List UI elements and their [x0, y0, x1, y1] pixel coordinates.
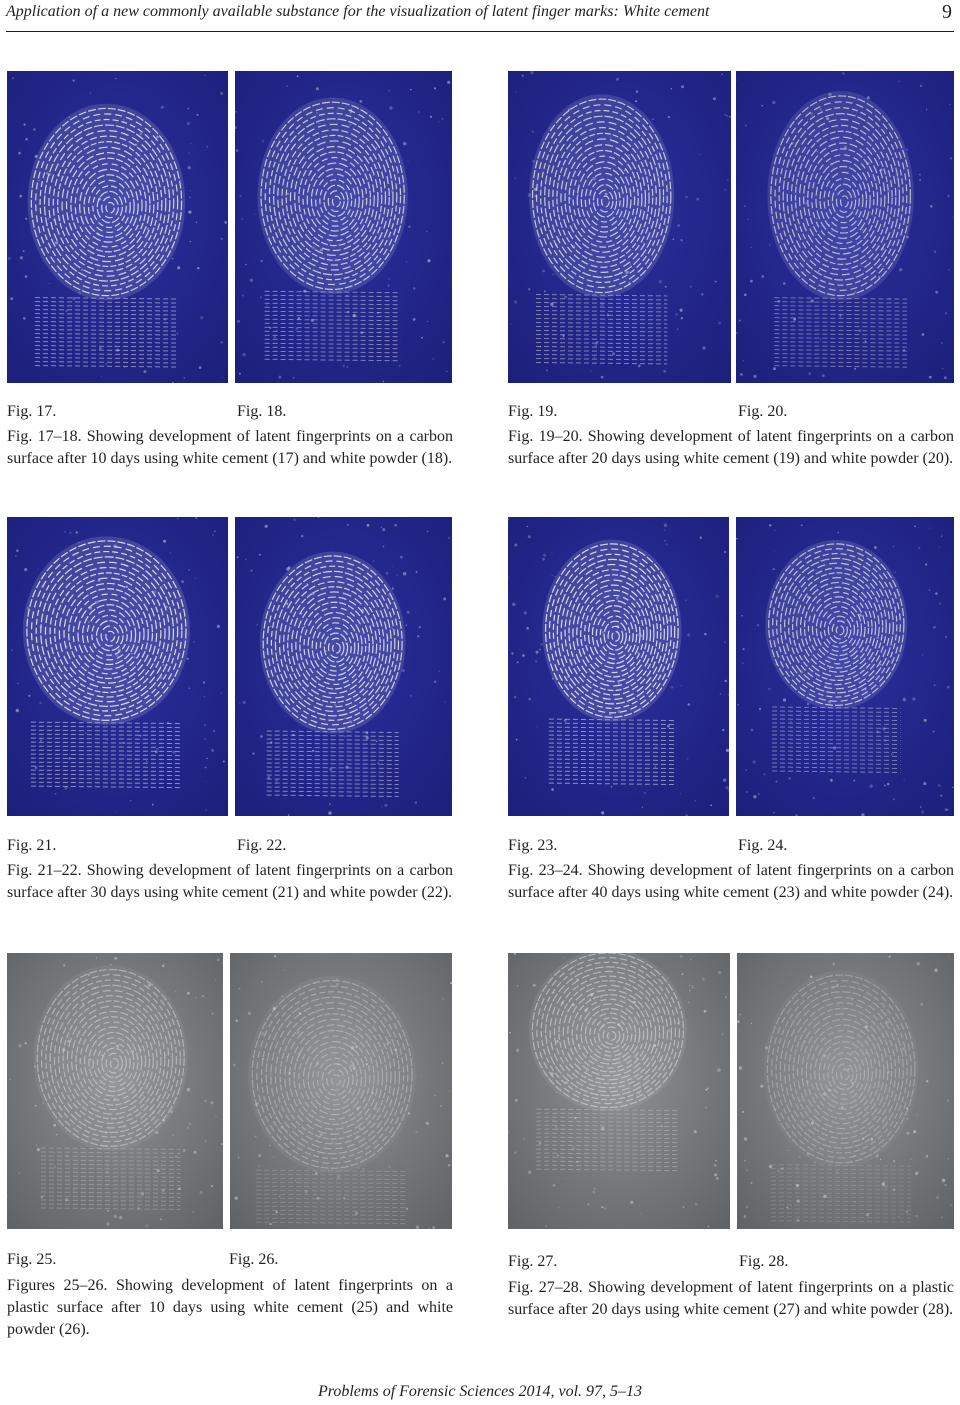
caption-fig21-22: Fig. 21–22. Showing development of latent fingerprints on a carbon surface after 30 days using white cement (21) and white powder (22). — [7, 862, 453, 901]
figure-label-20: Fig. 20. — [738, 403, 788, 420]
figure-label-19: Fig. 19. — [508, 403, 558, 420]
figure-label-22: Fig. 22. — [237, 837, 287, 854]
fingerprint-photo-svg — [235, 517, 452, 816]
fingerprint-photo-svg — [7, 517, 228, 816]
header-divider — [6, 31, 954, 32]
fingerprint-photo-fig28 — [737, 953, 954, 1229]
fingerprint-photo-fig19 — [508, 71, 731, 383]
figure-label-24: Fig. 24. — [738, 837, 788, 854]
fingerprint-photo-svg — [235, 71, 452, 383]
fingerprint-photo-svg — [7, 71, 228, 383]
fingerprint-photo-svg — [508, 517, 729, 816]
fingerprint-photo-svg — [736, 71, 954, 383]
fingerprint-photo-fig23 — [508, 517, 729, 816]
figure-label-26: Fig. 26. — [229, 1251, 279, 1268]
figure-label-25: Fig. 25. — [7, 1251, 57, 1268]
figure-label-27: Fig. 27. — [508, 1253, 558, 1270]
figure-label-21: Fig. 21. — [7, 837, 57, 854]
fingerprint-photo-fig24 — [736, 517, 954, 816]
figure-label-18: Fig. 18. — [237, 403, 287, 420]
fingerprint-photo-fig22 — [235, 517, 452, 816]
figure-label-17: Fig. 17. — [7, 403, 57, 420]
fingerprint-photo-fig17 — [7, 71, 228, 383]
fingerprint-photo-fig21 — [7, 517, 228, 816]
fingerprint-photo-svg — [230, 953, 452, 1229]
fingerprint-photo-fig26 — [230, 953, 452, 1229]
fingerprint-photo-fig27 — [508, 953, 730, 1229]
figure-label-28: Fig. 28. — [739, 1253, 789, 1270]
fingerprint-photo-fig18 — [235, 71, 452, 383]
figure-label-23: Fig. 23. — [508, 837, 558, 854]
caption-fig17-18: Fig. 17–18. Showing development of latent fingerprints on a carbon surface after 10 days using white cement (17) and white powder (18). — [7, 428, 453, 467]
fingerprint-photo-svg — [7, 953, 223, 1229]
fingerprint-photo-svg — [736, 517, 954, 816]
caption-fig27-28: Fig. 27–28. Showing development of latent fingerprints on a plastic surface after 20 days using white cement (27) and white powder (28). — [508, 1279, 954, 1318]
running-header-title: Application of a new commonly available substance for the visualization of latent finger marks: White cement — [6, 3, 710, 20]
fingerprint-photo-fig25 — [7, 953, 223, 1229]
caption-fig23-24: Fig. 23–24. Showing development of latent fingerprints on a carbon surface after 40 days using white cement (23) and white powder (24). — [508, 862, 954, 901]
fingerprint-photo-svg — [737, 953, 954, 1229]
fingerprint-photo-fig20 — [736, 71, 954, 383]
fingerprint-photo-svg — [508, 953, 730, 1229]
caption-fig19-20: Fig. 19–20. Showing development of latent fingerprints on a carbon surface after 20 days using white cement (19) and white powder (20). — [508, 428, 954, 467]
journal-footer: Problems of Forensic Sciences 2014, vol. 97, 5–13 — [317, 1383, 643, 1400]
caption-fig25-26: Figures 25–26. Showing development of latent fingerprints on a plastic surface after 10 days using white cement (25) and white powder (26). — [7, 1277, 453, 1338]
fingerprint-photo-svg — [508, 71, 731, 383]
page-number: 9 — [942, 1, 952, 23]
